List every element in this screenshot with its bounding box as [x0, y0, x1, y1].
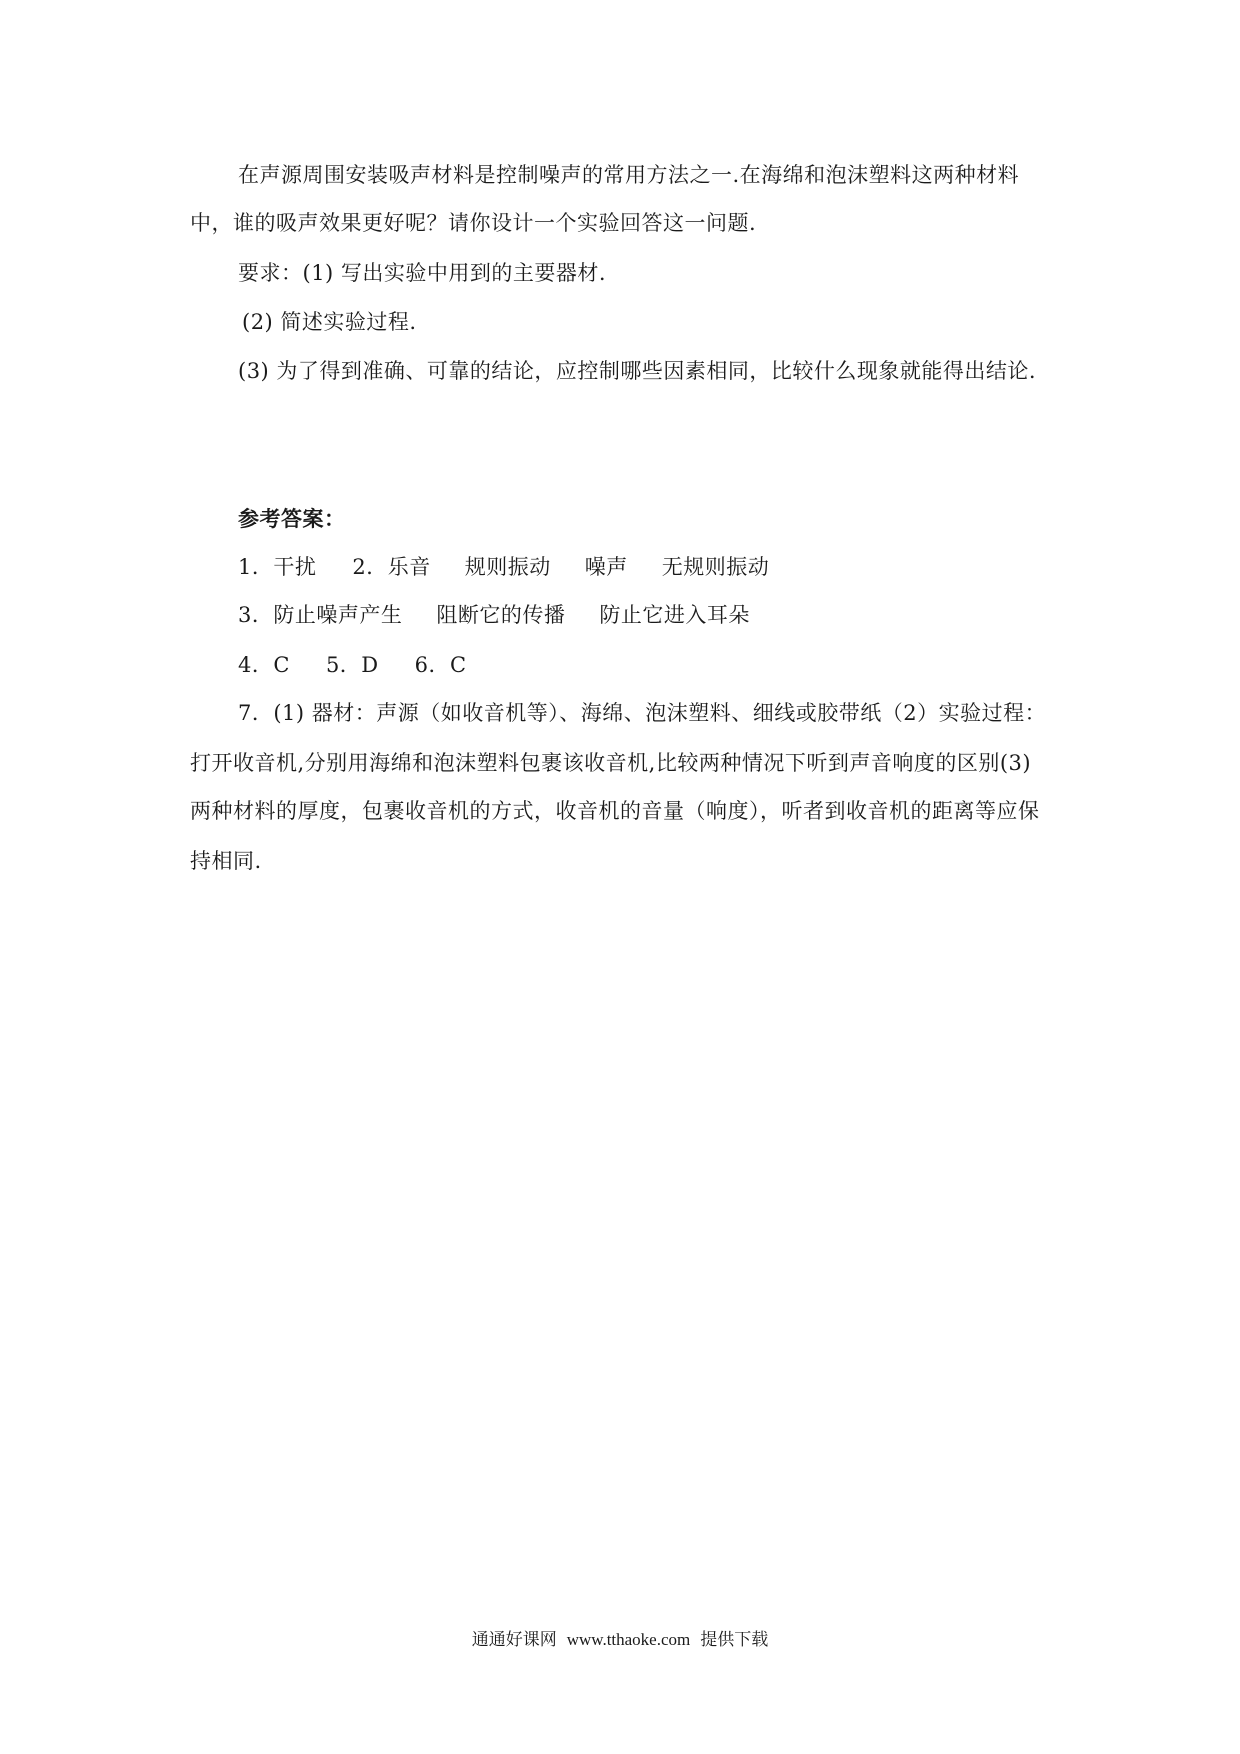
- answer-4: 4．C: [238, 653, 290, 677]
- answer-2-c: 噪声: [584, 555, 628, 579]
- footer-site-name: 通通好课网: [471, 1630, 557, 1650]
- answer-7-line-2: 打开收音机,分别用海绵和泡沫塑料包裹该收音机,比较两种情况下听到声音响度的区别(3): [190, 751, 1032, 775]
- question-requirement-2: (2) 简述实验过程.: [242, 310, 417, 334]
- answer-3: 3．防止噪声产生: [238, 603, 403, 627]
- question-intro-line-2: 中，谁的吸声效果更好呢？请你设计一个实验回答这一问题.: [190, 211, 757, 235]
- question-requirement-1: 要求：(1) 写出实验中用到的主要器材.: [238, 261, 607, 285]
- answer-7-line-4: 持相同.: [190, 849, 262, 873]
- answer-7-line-3: 两种材料的厚度，包裹收音机的方式，收音机的音量（响度），听者到收音机的距离等应保: [190, 799, 1040, 823]
- answers-heading: 参考答案：: [238, 506, 346, 531]
- answer-3-c: 防止它进入耳朵: [599, 603, 750, 627]
- answer-2-d: 无规则振动: [661, 555, 770, 579]
- answer-5: 5．D: [325, 653, 379, 677]
- footer-url-link[interactable]: www.tthaoke.com: [566, 1630, 691, 1649]
- page-footer: [0, 1628, 1240, 1652]
- answer-3-b: 阻断它的传播: [436, 603, 566, 627]
- answer-row-1-2: [238, 552, 769, 582]
- answer-row-4-6: [238, 650, 467, 680]
- footer-suffix: 提供下载: [700, 1630, 769, 1650]
- answer-2: 2．乐音: [352, 555, 431, 579]
- answer-7-line-1: 7．(1) 器材：声源（如收音机等）、海绵、泡沫塑料、细线或胶带纸（2）实验过程：: [238, 701, 1047, 725]
- question-intro-line-1: 在声源周围安装吸声材料是控制噪声的常用方法之一.在海绵和泡沫塑料这两种材料: [238, 163, 1020, 187]
- answer-1: 1．干扰: [238, 555, 317, 579]
- answer-row-3: [238, 600, 750, 630]
- answer-2-b: 规则振动: [464, 555, 551, 579]
- question-requirement-3: (3) 为了得到准确、可靠的结论，应控制哪些因素相同，比较什么现象就能得出结论.: [238, 359, 1037, 383]
- answer-6: 6．C: [414, 653, 467, 677]
